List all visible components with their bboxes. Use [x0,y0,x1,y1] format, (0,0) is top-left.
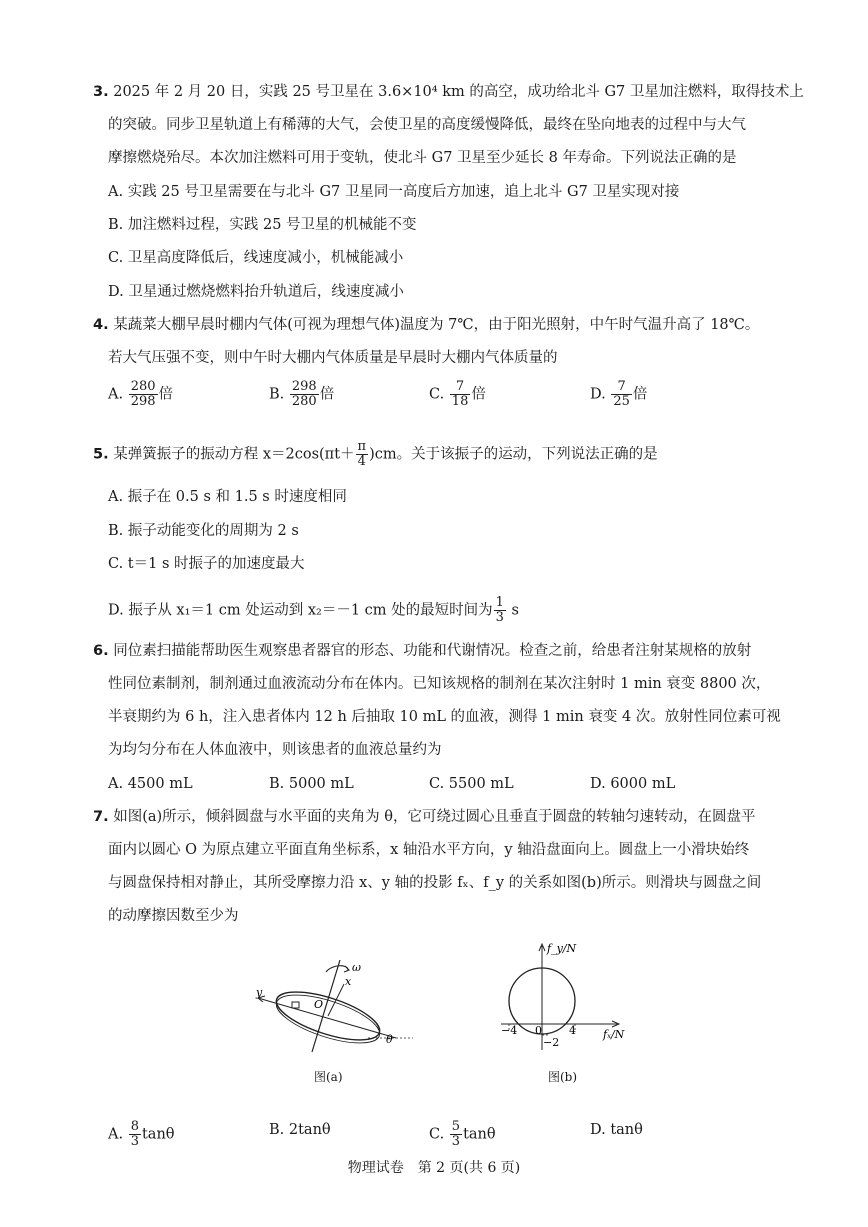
q4-number: 4. [93,317,109,333]
q5-stem: 5. 某弹簧振子的振动方程 x＝2cos(πt＋ $\frac{\pi}{4}$ )cm。关于该振子的运动，下列说法正确的是 [93,439,658,469]
fraction: $\frac{5}{3}$ [451,1119,461,1149]
q3-line-1: 3. 2025 年 2 月 20 日，实践 25 号卫星在 3.6×10⁴ km 的高空，成功给北斗 G7 卫星加注燃料，取得技术上 [93,84,804,100]
page-footer: 物理试卷 第 2 页(共 6 页) [347,1160,521,1176]
x-axis [328,984,344,1016]
y-label: y [256,986,263,999]
q7-line-2: 面内以圆心 O 为原点建立平面直角坐标系，x 轴沿水平方向，y 轴沿盘面向上。圆盘上一小滑块始终 [108,842,750,858]
q5-option-a[interactable]: A. 振子在 0.5 s 和 1.5 s 时速度相同 [108,489,347,505]
q7-line-1: 7. 如图(a)所示，倾斜圆盘与水平面的夹角为 θ，它可绕过圆心且垂直于圆盘的转轴匀速转动，在圆盘平 [93,809,756,825]
fraction: $\frac{\pi}{4}$ [357,439,367,469]
q7-option-c[interactable]: C. $\frac{5}{3}$ tanθ [429,1119,496,1149]
q6-option-a[interactable]: A. 4500 mL [108,776,193,792]
q4-option-b[interactable]: B. $\frac{298}{280}$ 倍 [269,379,335,409]
q4-option-a[interactable]: A. $\frac{280}{298}$ 倍 [108,379,174,409]
q4-option-c[interactable]: C. $\frac{7}{18}$ 倍 [429,379,486,409]
fraction: $\frac{280}{298}$ [130,379,156,409]
q7-option-d[interactable]: D. tanθ [590,1122,643,1138]
fraction: $\frac{1}{3}$ [495,595,504,625]
q4-option-d[interactable]: D. $\frac{7}{25}$ 倍 [590,379,648,409]
q3-option-a[interactable]: A. 实践 25 号卫星需要在与北斗 G7 卫星同一高度后方加速，追上北斗 G7 卫星实现对接 [108,184,680,200]
fraction: $\frac{8}{3}$ [130,1119,139,1149]
q6-option-b[interactable]: B. 5000 mL [269,776,354,792]
tick-neg4: −4 [501,1024,518,1037]
q6-line-1: 6. 同位素扫描能帮助医生观察患者器官的形态、功能和代谢情况。检查之前，给患者注射某规格的放射 [93,643,752,659]
figure-a-tilted-disc [248,950,418,1060]
q6-line-3: 半衰期约为 6 h，注入患者体内 12 h 后抽取 10 mL 的血液，测得 1 min 衰变 4 次。放射性同位素可视 [108,709,781,725]
q3-option-c[interactable]: C. 卫星高度降低后，线速度减小，机械能减小 [108,250,404,266]
q6-number: 6. [93,643,109,659]
q7-option-a[interactable]: A. $\frac{8}{3}$ tanθ [108,1119,175,1149]
q6-line-2: 性同位素制剂，制剂通过血液流动分布在体内。已知该规格的制剂在某次注射时 1 min 衰变 8800 次， [108,676,771,692]
slider-block [292,1002,299,1008]
x-label: x [345,975,352,988]
tick-4: 4 [569,1024,576,1037]
fy-axis-label: f_y/N [547,942,577,955]
fx-axis-label: fₓ/N [603,1028,625,1041]
q5-option-c[interactable]: C. t＝1 s 时振子的加速度最大 [108,556,305,572]
figure-b-force-circle [495,938,635,1058]
omega-label: ω [352,961,361,974]
q5-option-b[interactable]: B. 振子动能变化的周期为 2 s [108,523,299,539]
q4-line-1: 4. 某蔬菜大棚早晨时棚内气体(可视为理想气体)温度为 7℃，由于阳光照射，中午时气温升高了 18℃。 [93,317,760,333]
origin-label: O [314,998,324,1011]
q5-option-d[interactable]: D. 振子从 x₁＝1 cm 处运动到 x₂＝－1 cm 处的最短时间为 $\frac{1}{3}$ s [108,595,519,625]
fraction: $\frac{298}{280}$ [291,379,317,409]
q4-line-2: 若大气压强不变，则中午时大棚内气体质量是早晨时大棚内气体质量的 [108,350,558,366]
q3-line-2: 的突破。同步卫星轨道上有稀薄的大气，会使卫星的高度缓慢降低，最终在坠向地表的过程中与大气 [108,117,746,133]
tick-0: 0 [535,1024,542,1037]
q3-option-d[interactable]: D. 卫星通过燃烧燃料抬升轨道后，线速度减小 [108,284,404,300]
tick-neg2: −2 [543,1036,560,1049]
figure-b-caption: 图(b) [548,1070,578,1084]
q6-option-d[interactable]: D. 6000 mL [590,776,676,792]
q6-option-c[interactable]: C. 5500 mL [429,776,514,792]
fraction: $\frac{7}{18}$ [451,379,469,409]
q7-option-b[interactable]: B. 2tanθ [269,1122,331,1138]
q6-line-4: 为均匀分布在人体血液中，则该患者的血液总量约为 [108,742,442,758]
theta-label: θ [386,1033,393,1046]
q3-number: 3. [93,84,109,100]
fraction: $\frac{7}{25}$ [613,379,630,409]
q3-option-b[interactable]: B. 加注燃料过程，实践 25 号卫星的机械能不变 [108,217,417,233]
q7-number: 7. [93,809,109,825]
q7-line-3: 与圆盘保持相对静止，其所受摩擦力沿 x、y 轴的投影 fₓ、f_y 的关系如图(b)所示。则滑块与圆盘之间 [108,875,762,891]
figure-a-caption: 图(a) [314,1070,343,1084]
q7-line-4: 的动摩擦因数至少为 [108,908,239,924]
q5-number: 5. [93,446,109,463]
q3-line-3: 摩擦燃烧殆尽。本次加注燃料可用于变轨，使北斗 G7 卫星至少延长 8 年寿命。下列说法正确的是 [108,150,737,166]
